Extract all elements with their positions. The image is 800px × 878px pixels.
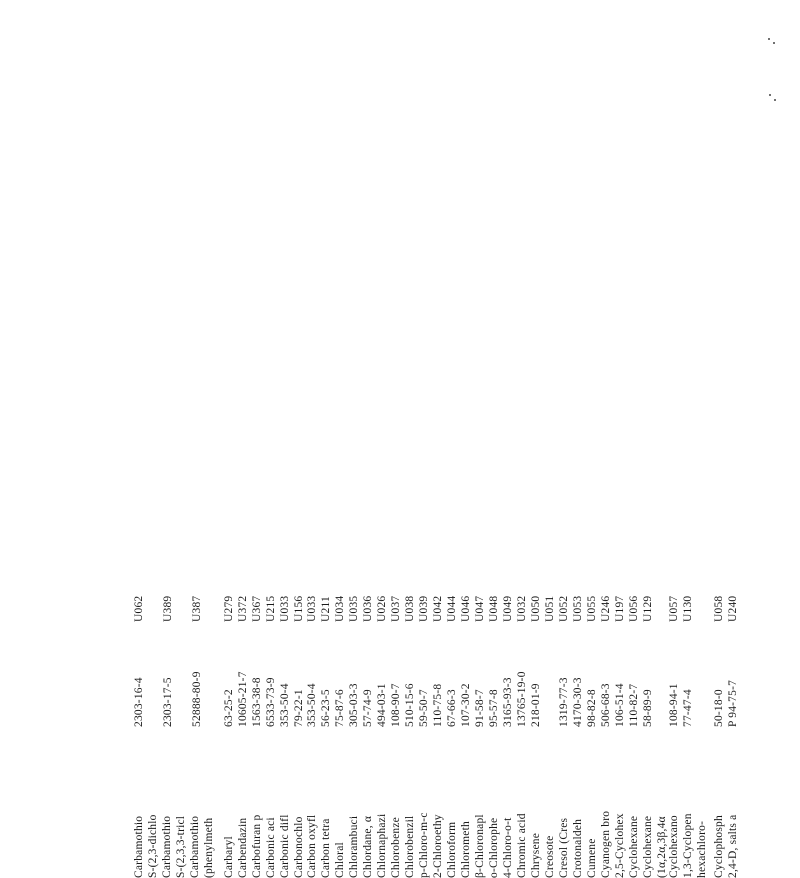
cas-number: 91-58-7 xyxy=(474,689,486,727)
hazard-code: U050 xyxy=(530,595,542,622)
hazard-code: U056 xyxy=(628,595,640,622)
substance-name: Crotonaldeh xyxy=(572,818,584,878)
substance-name: Chlornaphazi xyxy=(376,813,388,878)
hazard-code: U035 xyxy=(348,595,360,622)
substance-name: Creosote xyxy=(544,835,556,878)
cas-number: 110-82-7 xyxy=(628,683,640,727)
substance-name: Chlorobenzil xyxy=(404,815,416,878)
hazard-code: U387 xyxy=(191,595,203,622)
substance-name: Carbon oxyfl xyxy=(306,814,318,878)
cas-number: P 94-75-7 xyxy=(727,679,739,727)
cas-number: 1563-38-8 xyxy=(251,677,263,727)
substance-name: S-(2,3-dichlo xyxy=(147,814,159,878)
hazard-code: U034 xyxy=(334,595,346,622)
substance-name: Carbamothio xyxy=(161,815,173,878)
hazard-code: U129 xyxy=(642,595,654,622)
hazard-code: U053 xyxy=(572,595,584,622)
substance-name: 2-Chloroethy xyxy=(432,814,444,878)
cas-number: 3165-93-3 xyxy=(502,677,514,727)
hazard-code: U062 xyxy=(133,595,145,622)
hazard-code: U246 xyxy=(600,595,612,622)
cas-number: 506-68-3 xyxy=(600,683,612,727)
substance-name: o-Chlorophe xyxy=(488,817,500,878)
cas-number: 79-22-1 xyxy=(293,689,305,727)
substance-name: hexachloro- xyxy=(696,820,708,878)
hazard-code: U038 xyxy=(404,595,416,622)
hazard-code: U039 xyxy=(418,595,430,622)
substance-name: Chlorambuci xyxy=(348,815,360,878)
cas-number: 50-18-0 xyxy=(713,689,725,727)
substance-name: (phenylmeth xyxy=(203,817,215,878)
hazard-code: U032 xyxy=(516,595,528,622)
substance-name: Cyclohexane xyxy=(642,815,654,878)
substance-name: Carbonochlo xyxy=(293,816,305,878)
hazard-code: U215 xyxy=(265,595,277,622)
cas-number: 4170-30-3 xyxy=(572,677,584,727)
substance-name: Chlordane, α xyxy=(362,815,374,878)
hazard-code: U156 xyxy=(293,595,305,622)
cas-number: 52888-80-9 xyxy=(191,671,203,727)
hazard-code: U052 xyxy=(558,595,570,622)
substance-name-column xyxy=(100,498,740,878)
substance-name: 4-Chloro-o-t xyxy=(502,817,514,878)
cas-number: 63-25-2 xyxy=(223,689,235,727)
hazard-code: U055 xyxy=(586,595,598,622)
substance-name: Carbendazin xyxy=(237,817,249,878)
substance-name: Cyclophosph xyxy=(713,815,725,878)
hazard-code: U047 xyxy=(474,595,486,622)
hazard-code: U130 xyxy=(682,595,694,622)
cas-number: 77-47-4 xyxy=(682,689,694,727)
substance-name: Carbaryl xyxy=(223,836,235,878)
cas-number: 494-03-1 xyxy=(376,683,388,727)
hazard-code: U197 xyxy=(614,595,626,622)
hazard-code: U026 xyxy=(376,595,388,622)
substance-name: Chloral xyxy=(334,842,346,878)
substance-name: Carbonic aci xyxy=(265,817,277,878)
substance-name: Chlorometh xyxy=(460,821,472,878)
cas-number: 2303-16-4 xyxy=(133,677,145,727)
hazard-code: U033 xyxy=(306,595,318,622)
hazard-code: U042 xyxy=(432,595,444,622)
hazard-code: U367 xyxy=(251,595,263,622)
cas-number: 67-66-3 xyxy=(446,689,458,727)
hazard-code: U033 xyxy=(279,595,291,622)
cas-number: 110-75-8 xyxy=(432,683,444,727)
hazard-code: U048 xyxy=(488,595,500,622)
hazard-code: U051 xyxy=(544,595,556,622)
cas-number: 75-87-6 xyxy=(334,689,346,727)
hazard-code: U372 xyxy=(237,595,249,622)
hazard-code: U058 xyxy=(713,595,725,622)
substance-name: S-(2,3,3-tricl xyxy=(175,815,187,878)
cas-number: 218-01-9 xyxy=(530,683,542,727)
cas-number: 108-90-7 xyxy=(390,683,402,727)
cas-number: 6533-73-9 xyxy=(265,677,277,727)
cas-number: 98-82-8 xyxy=(586,689,598,727)
substance-name: p-Chloro-m-c xyxy=(418,812,430,878)
cas-number: 305-03-3 xyxy=(348,683,360,727)
cas-number: 353-50-4 xyxy=(279,683,291,727)
cas-number: 107-30-2 xyxy=(460,683,472,727)
substance-name: 1,3-Cyclopen xyxy=(682,813,694,878)
substance-name: Cyclohexane xyxy=(628,815,640,878)
cas-number: 108-94-1 xyxy=(668,683,680,727)
hazard-code: U279 xyxy=(223,595,235,622)
substance-name: 2,5-Cyclohex xyxy=(614,813,626,878)
cas-number: 57-74-9 xyxy=(362,689,374,727)
hazard-code: U057 xyxy=(668,595,680,622)
substance-name: Cumene xyxy=(586,838,598,878)
hazard-code: U046 xyxy=(460,595,472,622)
hazard-code: U049 xyxy=(502,595,514,622)
hazard-code: U240 xyxy=(727,595,739,622)
substance-name: 2,4-D, salts a xyxy=(727,814,739,878)
cas-number: 510-15-6 xyxy=(404,683,416,727)
substance-name: Cyclohexano xyxy=(668,815,680,878)
substance-name: Chrysene xyxy=(530,832,542,878)
cas-number: 1319-77-3 xyxy=(558,677,570,727)
cas-number: 58-89-9 xyxy=(642,689,654,727)
substance-name: Carbonic difl xyxy=(279,814,291,878)
hazard-code: U044 xyxy=(446,595,458,622)
cas-number: 2303-17-5 xyxy=(162,677,174,727)
substance-name: Carbamothio xyxy=(189,815,201,878)
hazard-code: U036 xyxy=(362,595,374,622)
substance-name: Chromic acid xyxy=(516,813,528,878)
substance-name: Carbamothio xyxy=(133,815,145,878)
cas-number: 56-23-5 xyxy=(320,689,332,727)
substance-name: Cyanogen bro xyxy=(600,810,612,878)
substance-name: β-Chloronapl xyxy=(474,814,486,878)
hazard-code: U211 xyxy=(320,596,332,622)
cas-number: 353-50-4 xyxy=(306,683,318,727)
cas-number: 106-51-4 xyxy=(614,683,626,727)
hazard-code: U037 xyxy=(390,595,402,622)
cas-number: 10605-21-7 xyxy=(237,671,249,727)
cas-number: 59-50-7 xyxy=(418,689,430,727)
substance-name: Cresol (Cres xyxy=(558,817,570,878)
substance-name: Carbofuran p xyxy=(251,814,263,878)
hazard-code: U389 xyxy=(162,595,174,622)
substance-name: Chloroform xyxy=(446,821,458,878)
substance-name: Carbon tetra xyxy=(320,818,332,878)
substance-name: Chlorobenze xyxy=(390,817,402,878)
cas-number: 95-57-8 xyxy=(488,689,500,727)
substance-name: (1α,2α,3β,4α xyxy=(656,816,668,878)
cas-number: 13765-19-0 xyxy=(516,671,528,727)
